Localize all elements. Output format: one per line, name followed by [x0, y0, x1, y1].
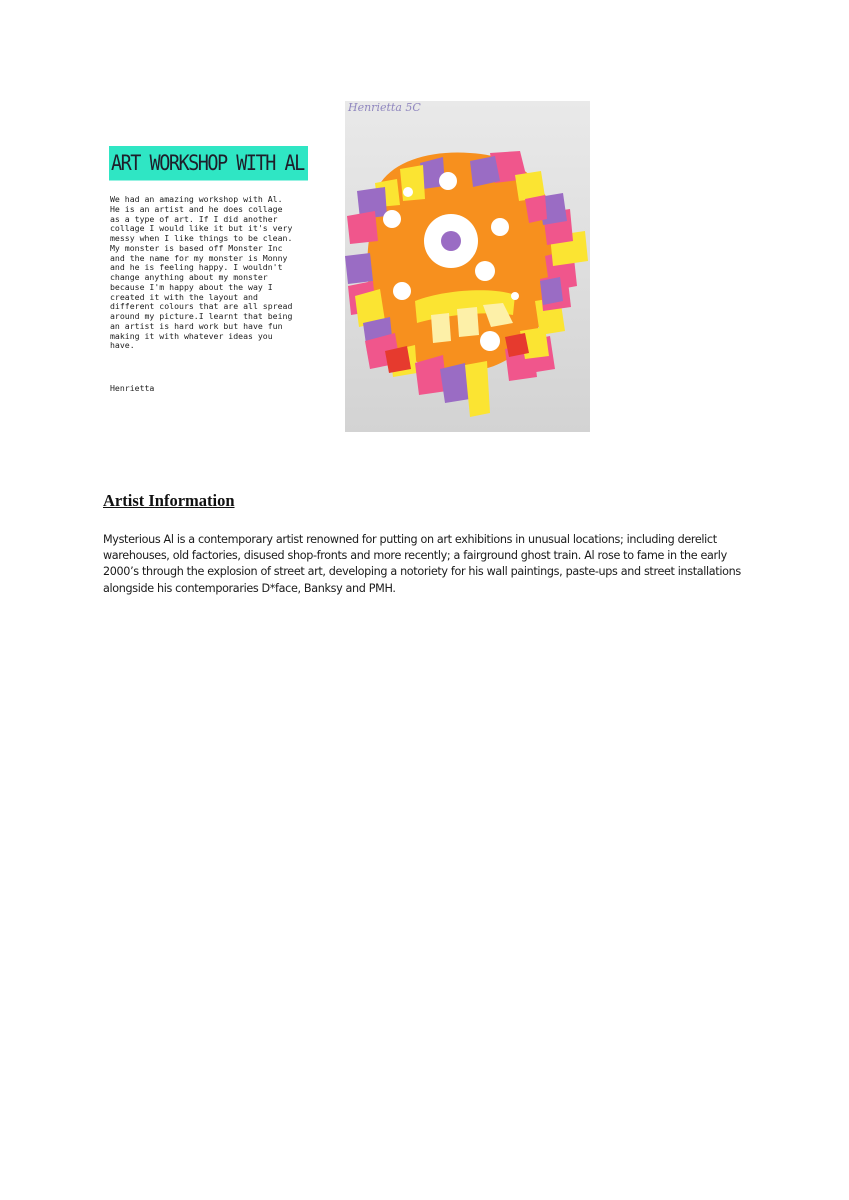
monster-collage-photo: [345, 101, 590, 432]
workshop-signature: Henrietta: [110, 383, 155, 393]
photo-name-caption: Henrietta 5C: [348, 101, 421, 114]
artist-information-heading: Artist Information: [103, 491, 235, 510]
artist-information-text: Mysterious Al is a contemporary artist renowned for putting on art exhibitions in unusual locations; including derelict warehouses, old factories, disused shop-fronts and more recently; a fairground ghost train. Al rose to fame in the early 2000’s through the explosion of street art, developing a notoriety for his wall paintings, paste-ups and street installations alongside his contemporaries D*face, Banksy and PMH.: [103, 533, 741, 595]
monster-collage-illustration: [345, 101, 590, 432]
workshop-body-text: We had an amazing workshop with Al. He is an artist and he does collage as a type of art. If I did another collage I would like it but it's very messy when I like things to be clean. My monster is based off Monster Inc and the name for my monster is Monny and he is feeling happy. I wouldn't change anything about my monster because I'm happy about the way I created it with the layout and different colours that are all spread around my picture.I learnt that being an artist is hard work but have fun making it with whatever ideas you have.: [110, 194, 303, 351]
monster-pupil: [441, 231, 461, 251]
workshop-title: ART WORKSHOP WITH AL: [109, 146, 308, 181]
workshop-writeup-panel: [104, 140, 304, 400]
